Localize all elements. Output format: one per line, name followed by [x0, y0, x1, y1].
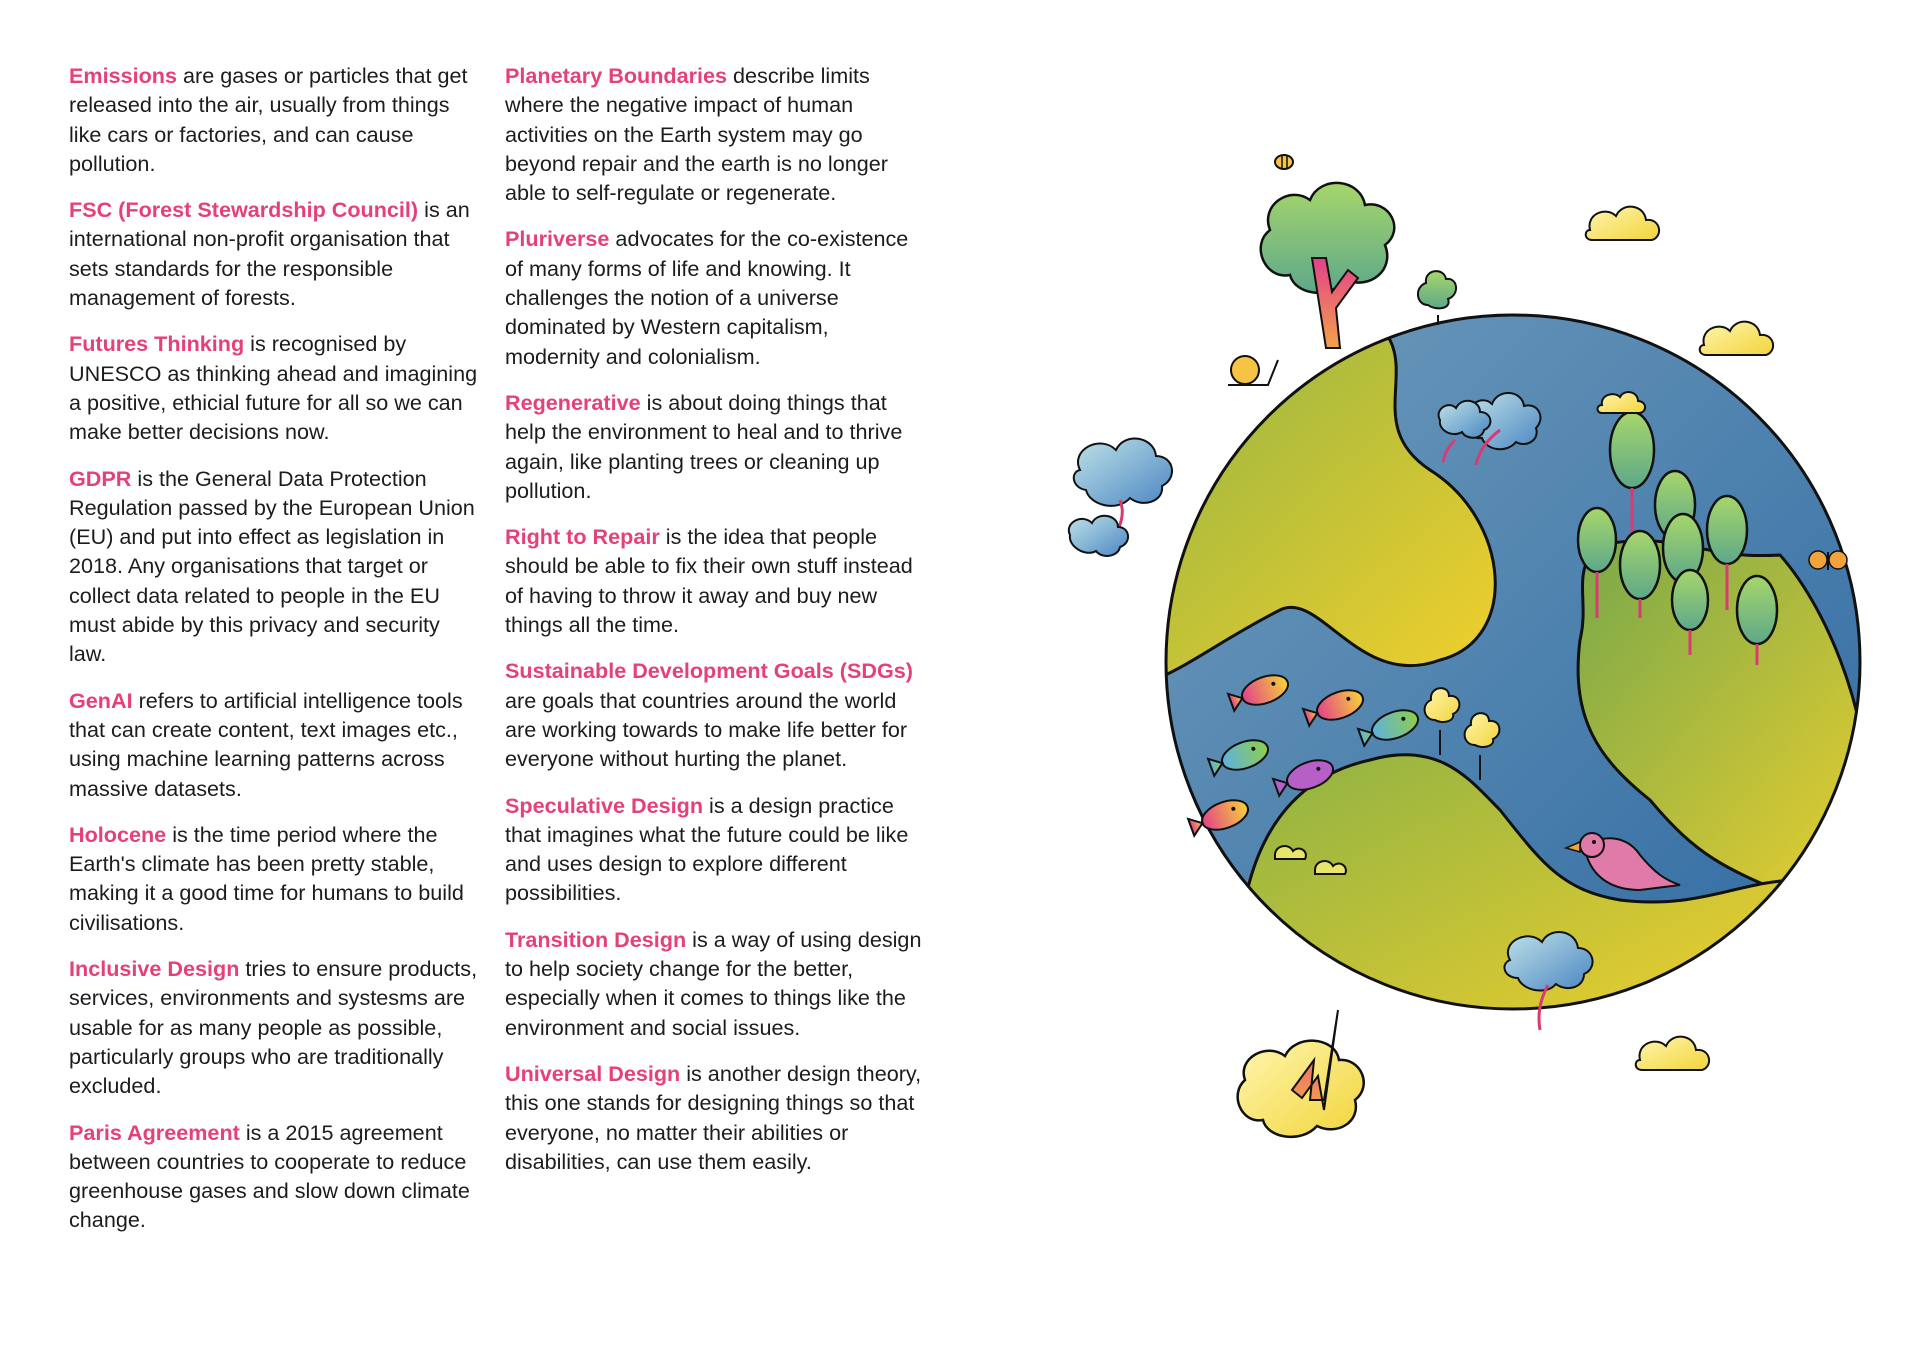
glossary-term: Futures Thinking — [69, 331, 245, 357]
glossary-definition: describe limits where the negative impact of human activities on the Earth system may go beyond repair and the earth is no longer able to self-regulate or regenerate. — [505, 63, 888, 206]
glossary-term: Emissions — [69, 63, 178, 88]
glossary-term: Speculative Design — [505, 792, 704, 818]
glossary-column-left — [69, 61, 479, 1252]
glossary-definition: are gases or particles that get released into the air, usually from things like cars or factories, and can cause pollution. — [69, 63, 468, 176]
glossary-definition: advocates for the co-existence of many forms of life and knowing. It challenges the notion of a universe dominated by Western capitalism, modernity and colonialism. — [505, 226, 909, 369]
glossary-definition: is the time period where the Earth's climate has been pretty stable, making it a good time for humans to build civilisations. — [69, 821, 464, 935]
glossary-entry-genai — [69, 686, 479, 803]
glossary-definition: are goals that countries around the world are working towards to make life better for everyone without hurting the planet. — [505, 687, 908, 772]
glossary-definition: is another design theory, this one stands for designing things so that everyone, no matter their abilities or disabilities, can use them easily. — [505, 1060, 922, 1174]
small-cloud-bottom-2 — [1315, 861, 1346, 874]
glossary-term: Right to Repair — [505, 524, 660, 550]
glossary-term: Sustainable Development Goals (SDGs) — [505, 658, 913, 684]
glossary-definition: is the idea that people should be able to fix their own stuff instead of having to throw it away and buy new things all the time. — [505, 524, 913, 638]
glossary-definition: is a design practice that imagines what the future could be like and uses design to explore different possibilities. — [505, 792, 909, 906]
glossary-term: Planetary Boundaries — [505, 63, 728, 88]
butterfly — [1809, 551, 1847, 570]
glossary-definition: is a 2015 agreement between countries to cooperate to reduce greenhouse gases and slow down climate change. — [69, 1119, 470, 1233]
small-cloud-bottom-1 — [1275, 846, 1306, 859]
glossary-column-right — [505, 61, 925, 1193]
glossary-entry-regenerative — [505, 388, 925, 505]
glossary-entry-pluriverse — [505, 224, 925, 370]
glossary-entry-gdpr — [69, 464, 479, 669]
glossary-entry-futures-thinking — [69, 329, 479, 446]
glossary-term: GDPR — [69, 465, 132, 491]
glossary-entry-right-to-repair — [505, 522, 925, 639]
glossary-definition: is about doing things that help the environment to heal and to thrive again, like planting trees or cleaning up pollution. — [505, 389, 903, 503]
glossary-definition: refers to artificial intelligence tools that can create content, text images etc., using machine learning patterns across massive datasets. — [69, 687, 463, 801]
earth-illustration — [1050, 130, 1870, 1170]
glossary-entry-paris-agreement — [69, 1118, 479, 1235]
glossary-term: Regenerative — [505, 389, 641, 415]
glossary-entry-emissions — [69, 61, 479, 178]
yellow-cloud-1 — [1586, 207, 1659, 240]
glossary-term: Universal Design — [505, 1060, 681, 1086]
glossary-definition: is a way of using design to help society change for the better, especially when it comes to things like the environment and social issues. — [505, 926, 922, 1040]
glossary-term: GenAI — [69, 687, 133, 713]
bottom-tree — [1238, 1010, 1364, 1137]
glossary-entry-speculative-design — [505, 791, 925, 908]
snail — [1228, 356, 1278, 385]
glossary-term: Pluriverse — [505, 226, 610, 252]
glossary-definition: is an international non-profit organisation that sets standards for the responsible management of forests. — [69, 197, 470, 311]
glossary-entry-holocene — [69, 820, 479, 937]
glossary-term: Inclusive Design — [69, 956, 240, 982]
glossary-entry-transition-design — [505, 925, 925, 1042]
glossary-entry-fsc — [69, 195, 479, 312]
glossary-entry-inclusive-design — [69, 954, 479, 1100]
glossary-term: Holocene — [69, 821, 167, 847]
glossary-definition: is the General Data Protection Regulation passed by the European Union (EU) and put into effect as legislation in 2018. Any organisations that target or collect data related to people in the EU must abide by this privacy and security law. — [69, 465, 475, 667]
yellow-cloud-4 — [1636, 1037, 1709, 1070]
glossary-term: Transition Design — [505, 926, 687, 952]
glossary-definition: tries to ensure products, services, environments and systesms are usable for as many people as possible, particularly groups who are traditionally excluded. — [69, 956, 478, 1099]
glossary-definition: is recognised by UNESCO as thinking ahead and imagining a positive, ethicial future for all so we can make better decisions now. — [69, 331, 478, 445]
glossary-entry-sdgs — [505, 656, 925, 773]
left-cloud-trees — [1069, 439, 1172, 556]
glossary-entry-planetary-boundaries — [505, 61, 925, 207]
top-tree — [1261, 183, 1395, 348]
glossary-entry-universal-design — [505, 1059, 925, 1176]
glossary-term: FSC (Forest Stewardship Council) — [69, 197, 419, 223]
glossary-term: Paris Agreement — [69, 1119, 240, 1145]
globe-top-tree — [1418, 271, 1456, 325]
bee — [1275, 155, 1293, 169]
yellow-cloud-2 — [1700, 322, 1773, 355]
